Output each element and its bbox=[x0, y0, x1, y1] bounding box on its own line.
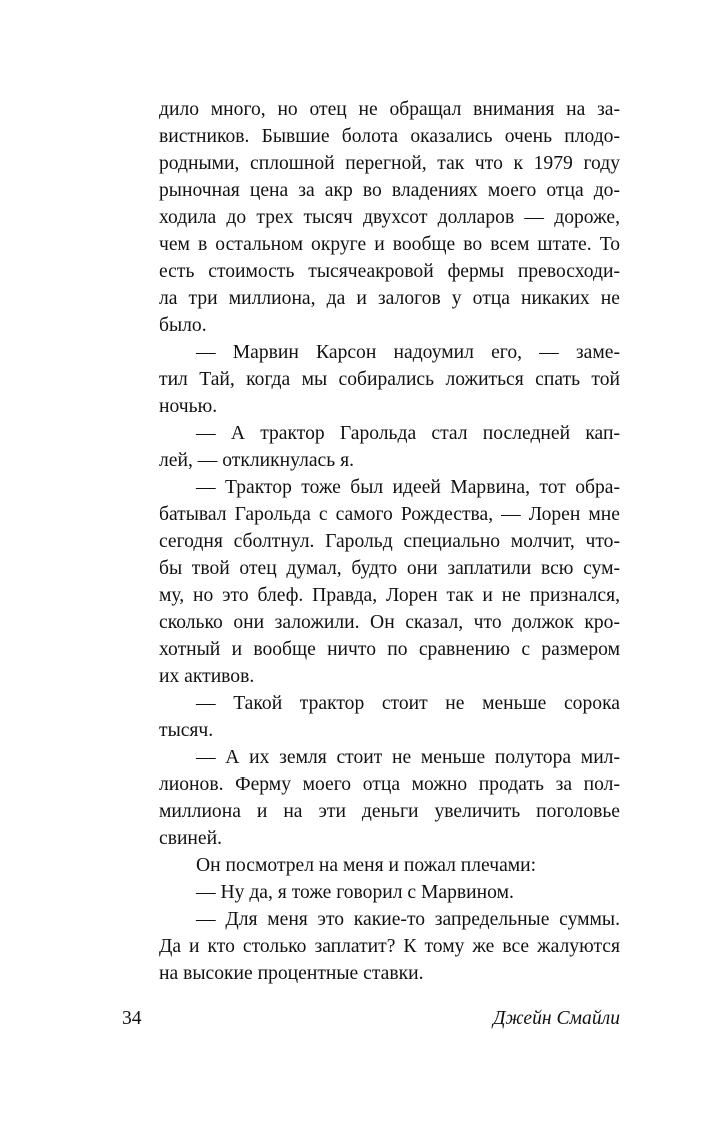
text-line: Да и кто столько заплатит? К тому же все жалуются bbox=[159, 936, 620, 957]
text-line: — Марвин Карсон надоумил его, — заме- bbox=[196, 342, 620, 363]
page-body bbox=[122, 96, 620, 987]
text-line: сколько они заложили. Он сказал, что должок кро- bbox=[159, 612, 620, 633]
text-line: было. bbox=[159, 315, 207, 336]
text-line: родными, сплошной перегной, так что к 1979 году bbox=[159, 153, 620, 174]
text-line: ходила до трех тысяч двухсот долларов — дороже, bbox=[159, 207, 620, 228]
text-line: свиней. bbox=[159, 828, 223, 849]
paragraph bbox=[122, 96, 620, 339]
text-line: — Для меня это какие-то запредельные суммы. bbox=[196, 909, 620, 930]
text-line: му, но это блеф. Правда, Лорен так и не признался, bbox=[159, 585, 620, 606]
text-line: сегодня сболтнул. Гарольд специально молчит, что- bbox=[159, 531, 620, 552]
page-footer bbox=[122, 1008, 620, 1038]
paragraph bbox=[122, 420, 620, 474]
paragraph bbox=[122, 879, 620, 906]
text-line: лей, — откликнулась я. bbox=[159, 450, 354, 471]
text-line: ла три миллиона, да и залогов у отца никаких не bbox=[159, 288, 620, 309]
text-line: вистников. Бывшие болота оказались очень плодо- bbox=[159, 126, 620, 147]
text-line: дило много, но отец не обращал внимания на за- bbox=[159, 99, 620, 120]
text-line: — А трактор Гарольда стал последней кап- bbox=[196, 423, 620, 444]
text-line: Он посмотрел на меня и пожал плечами: bbox=[196, 855, 537, 876]
text-line: ночью. bbox=[159, 396, 218, 417]
text-line: хотный и вообще ничто по сравнению с размером bbox=[159, 639, 620, 660]
text-line: — Ну да, я тоже говорил с Марвином. bbox=[196, 882, 514, 903]
text-line: рыночная цена за акр во владениях моего отца до- bbox=[159, 180, 620, 201]
text-line: батывал Гарольда с самого Рождества, — Лорен мне bbox=[159, 504, 620, 525]
text-line: лионов. Ферму моего отца можно продать за пол- bbox=[159, 774, 620, 795]
paragraph bbox=[122, 852, 620, 879]
paragraph bbox=[122, 339, 620, 420]
paragraph bbox=[122, 474, 620, 690]
paragraph bbox=[122, 744, 620, 852]
page-number: 34 bbox=[122, 1008, 142, 1029]
text-line: на высокие процентные ставки. bbox=[159, 963, 424, 984]
text-line: есть стоимость тысячеакровой фермы превосходи- bbox=[159, 261, 620, 282]
text-line: — А их земля стоит не меньше полутора мил- bbox=[196, 747, 620, 768]
paragraph bbox=[122, 906, 620, 987]
text-line: их активов. bbox=[159, 666, 255, 687]
text-line: тил Тай, когда мы собирались ложиться спать той bbox=[159, 369, 620, 390]
paragraph bbox=[122, 690, 620, 744]
running-author: Джейн Смайли bbox=[492, 1008, 620, 1029]
text-line: бы твой отец думал, будто они заплатили всю сум- bbox=[159, 558, 620, 579]
text-line: чем в остальном округе и вообще во всем штате. То bbox=[159, 234, 620, 255]
text-line: — Трактор тоже был идеей Марвина, тот обра- bbox=[196, 477, 620, 498]
text-line: миллиона и на эти деньги увеличить поголовье bbox=[159, 801, 620, 822]
text-line: — Такой трактор стоит не меньше сорока bbox=[196, 693, 620, 714]
text-line: тысяч. bbox=[159, 720, 214, 741]
